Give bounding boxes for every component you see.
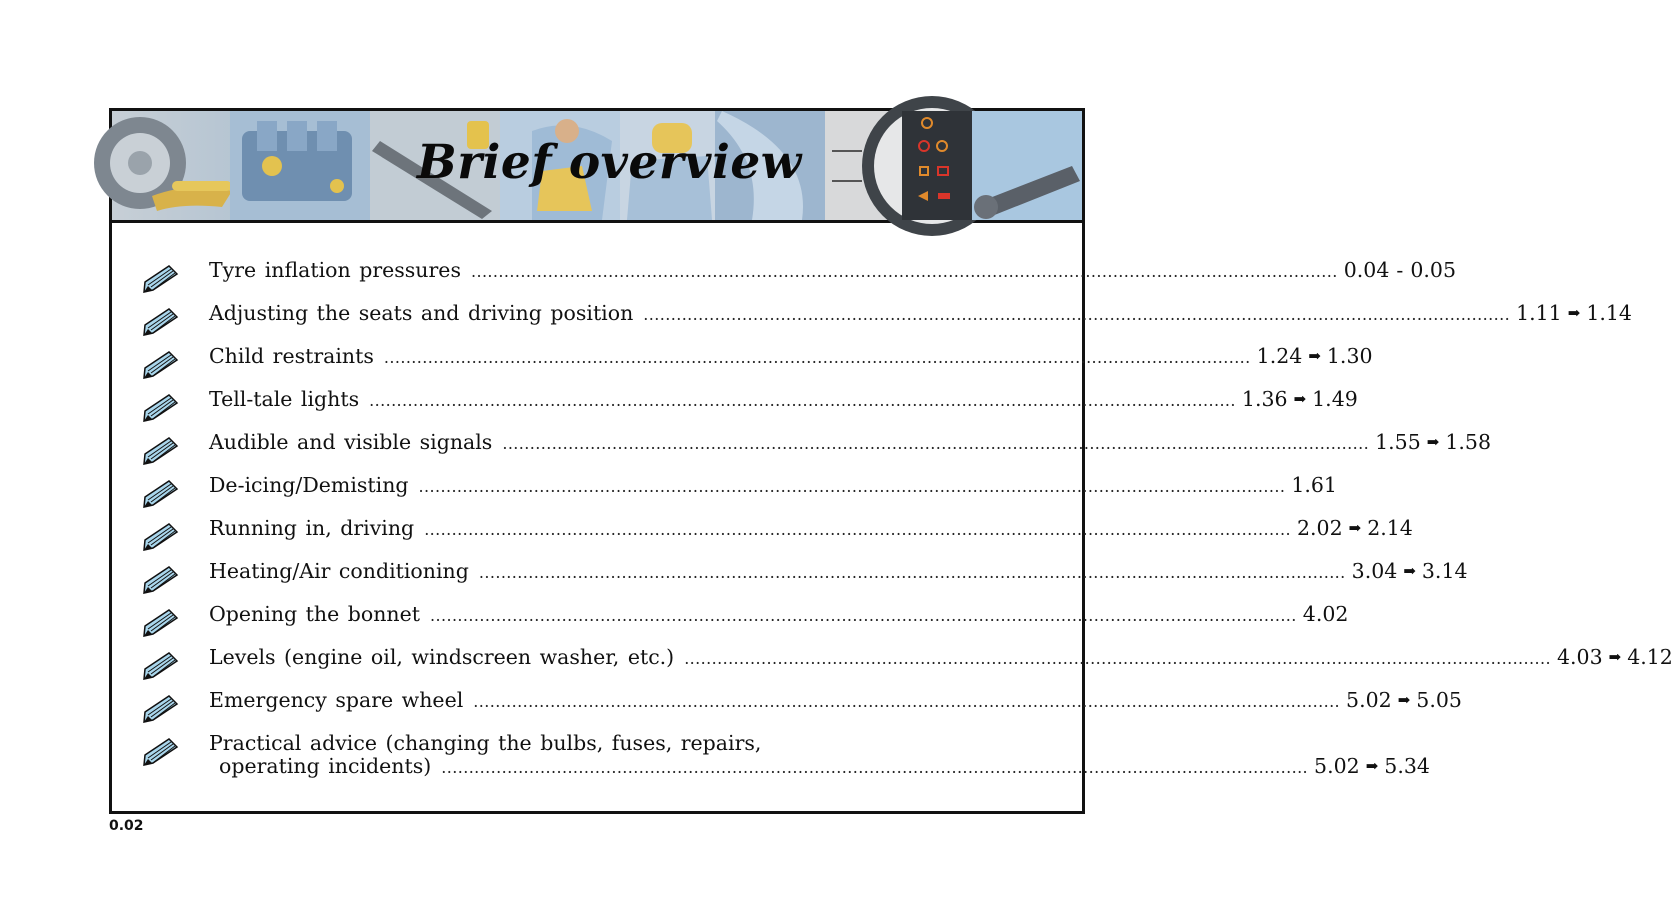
pencil-icon <box>142 391 180 423</box>
entry-page-start: 1.11 <box>1516 301 1562 325</box>
entry-label: Audible and visible signals <box>209 430 493 454</box>
entry-page-end: 0.05 <box>1410 258 1456 282</box>
list-item[interactable] <box>112 643 1673 683</box>
entry-page-start: 1.55 <box>1375 430 1421 454</box>
entry-label: Heating/Air conditioning <box>209 559 469 583</box>
entry-page-end: 1.49 <box>1312 387 1358 411</box>
pencil-icon <box>142 348 180 380</box>
entry-page-end: 1.14 <box>1586 301 1632 325</box>
entry-page-start: 3.04 <box>1351 559 1398 583</box>
list-item[interactable] <box>112 600 1349 640</box>
entry-page-start: 5.02 <box>1314 754 1360 778</box>
entry-page-start: 1.24 <box>1256 344 1303 368</box>
arrow-right-icon: ➡ <box>1293 390 1307 408</box>
list-item[interactable] <box>112 428 1491 468</box>
page-number: 0.02 <box>109 818 144 834</box>
entry-label: Child restraints <box>209 344 374 368</box>
entry-page-start: 5.02 <box>1346 688 1392 712</box>
pencil-icon <box>142 434 180 466</box>
list-item[interactable] <box>112 514 1413 554</box>
range-separator: - <box>1396 258 1404 282</box>
arrow-right-icon: ➡ <box>1365 757 1379 775</box>
entry-label: Opening the bonnet <box>209 602 420 626</box>
dot-leader: .............................................................................................................................................................. <box>424 520 1291 539</box>
entry-page-start: 1.61 <box>1291 473 1337 497</box>
entry-page-start: 4.02 <box>1302 602 1349 626</box>
arrow-right-icon: ➡ <box>1426 433 1440 451</box>
dot-leader: .............................................................................................................................................................. <box>418 477 1286 496</box>
entry-page-end: 1.30 <box>1326 344 1373 368</box>
dot-leader: .............................................................................................................................................................. <box>502 434 1370 453</box>
entry-label: Adjusting the seats and driving position <box>209 301 634 325</box>
arrow-right-icon: ➡ <box>1403 562 1416 580</box>
list-item[interactable] <box>112 686 1462 726</box>
entry-page-start: 4.03 <box>1556 645 1603 669</box>
entry-page-end: 1.58 <box>1445 430 1491 454</box>
entry-page-start: 1.36 <box>1241 387 1288 411</box>
entry-label: Emergency spare wheel <box>209 688 464 712</box>
arrow-right-icon: ➡ <box>1348 519 1362 537</box>
dot-leader: .............................................................................................................................................................. <box>473 692 1341 711</box>
entry-page-end: 3.14 <box>1421 559 1468 583</box>
arrow-right-icon: ➡ <box>1308 347 1321 365</box>
arrow-right-icon: ➡ <box>1397 691 1411 709</box>
list-item[interactable] <box>112 299 1632 339</box>
pencil-icon <box>142 563 180 595</box>
entry-page-end: 5.34 <box>1384 754 1430 778</box>
list-item[interactable] <box>112 729 1430 785</box>
list-item[interactable] <box>112 385 1358 425</box>
entry-page-start: 2.02 <box>1296 516 1343 540</box>
page-title: Brief overview <box>417 135 802 190</box>
entry-label: Practical advice (changing the bulbs, fuses, repairs, <box>209 731 762 755</box>
entry-label: Tyre inflation pressures <box>209 258 461 282</box>
dot-leader: .............................................................................................................................................................. <box>369 391 1236 410</box>
entry-label: Running in, driving <box>209 516 415 540</box>
arrow-right-icon: ➡ <box>1608 648 1622 666</box>
pencil-icon <box>142 520 180 552</box>
list-item[interactable] <box>112 557 1468 597</box>
dot-leader: .............................................................................................................................................................. <box>684 649 1551 668</box>
dot-leader: .............................................................................................................................................................. <box>478 563 1346 582</box>
dot-leader: .............................................................................................................................................................. <box>430 606 1297 625</box>
pencil-icon <box>142 735 180 767</box>
pencil-icon <box>142 606 180 638</box>
pencil-icon <box>142 692 180 724</box>
dot-leader: .............................................................................................................................................................. <box>383 348 1251 367</box>
dot-leader: .............................................................................................................................................................. <box>470 262 1338 281</box>
pencil-icon <box>142 477 180 509</box>
dot-leader: .............................................................................................................................................................. <box>643 305 1511 324</box>
entry-page-end: 2.14 <box>1367 516 1413 540</box>
pencil-icon <box>142 649 180 681</box>
entry-label: Levels (engine oil, windscreen washer, etc.) <box>209 645 675 669</box>
pencil-icon <box>142 305 180 337</box>
list-item[interactable] <box>112 471 1337 511</box>
list-item[interactable] <box>112 342 1373 382</box>
pencil-icon <box>142 262 180 294</box>
entry-page-end: 4.12 <box>1627 645 1673 669</box>
entry-page-end: 5.05 <box>1416 688 1462 712</box>
arrow-right-icon: ➡ <box>1567 304 1581 322</box>
dot-leader: .............................................................................................................................................................. <box>441 758 1309 777</box>
entry-page-start: 0.04 <box>1343 258 1390 282</box>
list-item[interactable] <box>112 256 1456 296</box>
entry-label-continued: operating incidents) <box>219 754 432 778</box>
overview-box <box>109 108 1673 814</box>
header-banner <box>112 111 1082 223</box>
entry-label: De-icing/Demisting <box>209 473 409 497</box>
entry-label: Tell-tale lights <box>209 387 360 411</box>
